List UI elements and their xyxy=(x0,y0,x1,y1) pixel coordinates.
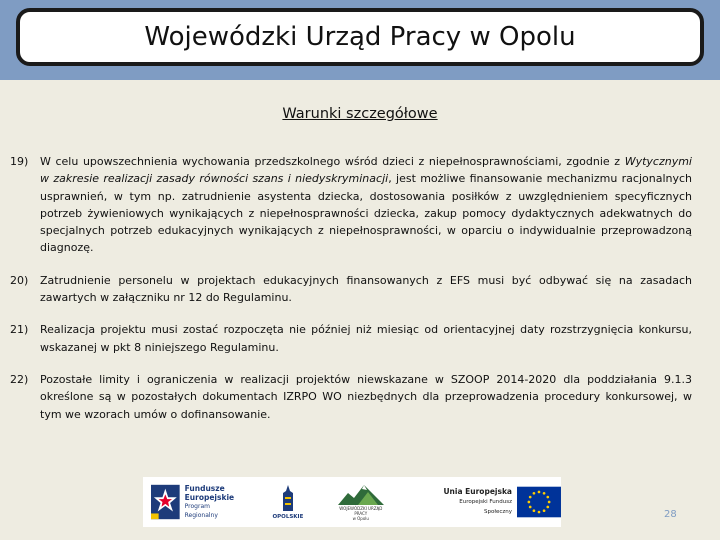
fundusze-star-icon xyxy=(151,484,180,520)
opolskie-text: OPOLSKIE xyxy=(272,513,304,520)
item-number: 21) xyxy=(10,323,29,337)
fundusze-text-1: Fundusze xyxy=(184,484,225,493)
list-item xyxy=(10,321,692,356)
wup-caption-2: w Opolu xyxy=(352,516,369,521)
item-text-part: , jest możliwe finansowanie mechanizmu racjonalnych usprawnień, w tym np. zatrudnienie asystenta dziecka, dostosowania posiłków z uwzględnieniem specyficznych potrzeb żywieniowych wynikających z niepełnosprawności dziecka, zakup pomocy dydaktycznych adekwatnych do specjalnych potrzeb edukacyjnych wynikających z niepełnosprawności, w oparciu o indywidualnie przeprowadzoną diagnozę. xyxy=(40,172,692,255)
item-text: Pozostałe limity i ograniczenia w realizacji projektów niewskazane w SZOOP 2014-2020 dla poddziałania 9.1.3 określone są w pozostałych dokumentach IZRPO WO niezbędnych dla przeprowadzenia procedury konkursowej, w tym we wzorach umów o dofinansowanie. xyxy=(40,372,692,421)
item-number: 19) xyxy=(10,155,29,168)
fundusze-europejskie-logo xyxy=(151,484,242,520)
wup-caption xyxy=(333,506,388,521)
item-number: 22) xyxy=(10,372,29,386)
wup-caption-1: WOJEWÓDZKI URZĄD PRACY xyxy=(339,506,383,516)
item-text: Zatrudnienie personelu w projektach edukacyjnych finansowanych z EFS musi być odbywać się na zasadach zawartych w załączniku nr 12 do Regulaminu. xyxy=(40,273,692,305)
item-text: Realizacja projektu musi zostać rozpoczęta nie później niż miesiąc od orientacyjnej daty rozstrzygnięcia konkursu, wskazanej w pkt 8 niniejszego Regulaminu. xyxy=(40,323,692,354)
ue-text-2: Europejski Fundusz Społeczny xyxy=(459,499,512,515)
ue-text-1: Unia Europejska xyxy=(443,487,512,496)
list-item xyxy=(10,272,692,307)
list-item xyxy=(10,153,692,257)
header-band xyxy=(0,0,720,80)
logo-strip xyxy=(143,477,561,527)
item-text-part: W celu upowszechnienia wychowania przedszkolnego wśród dzieci z niepełnosprawnościami, zgodnie z xyxy=(40,155,625,168)
conditions-list xyxy=(10,153,692,438)
item-text xyxy=(40,153,692,257)
fundusze-text-3: Program Regionalny xyxy=(184,503,218,519)
unia-europejska-logo xyxy=(433,486,561,518)
eu-flag-icon xyxy=(517,486,561,518)
item-number: 20) xyxy=(10,273,29,287)
opolskie-logo xyxy=(272,485,303,520)
wup-logo xyxy=(333,483,388,521)
list-item xyxy=(10,371,692,423)
opolskie-emblem-icon xyxy=(281,485,295,513)
item-text-italic: Wytycznymi w zakresie realizacji zasady równości szans i niedyskryminacji xyxy=(40,155,692,186)
wup-mountain-icon xyxy=(338,483,384,505)
fundusze-text-2: Europejskie xyxy=(184,493,235,502)
title-box xyxy=(16,8,704,66)
page-number: 28 xyxy=(664,509,677,520)
page-title: Wojewódzki Urząd Pracy w Opolu xyxy=(144,22,576,52)
section-title: Warunki szczegółowe xyxy=(282,106,438,122)
